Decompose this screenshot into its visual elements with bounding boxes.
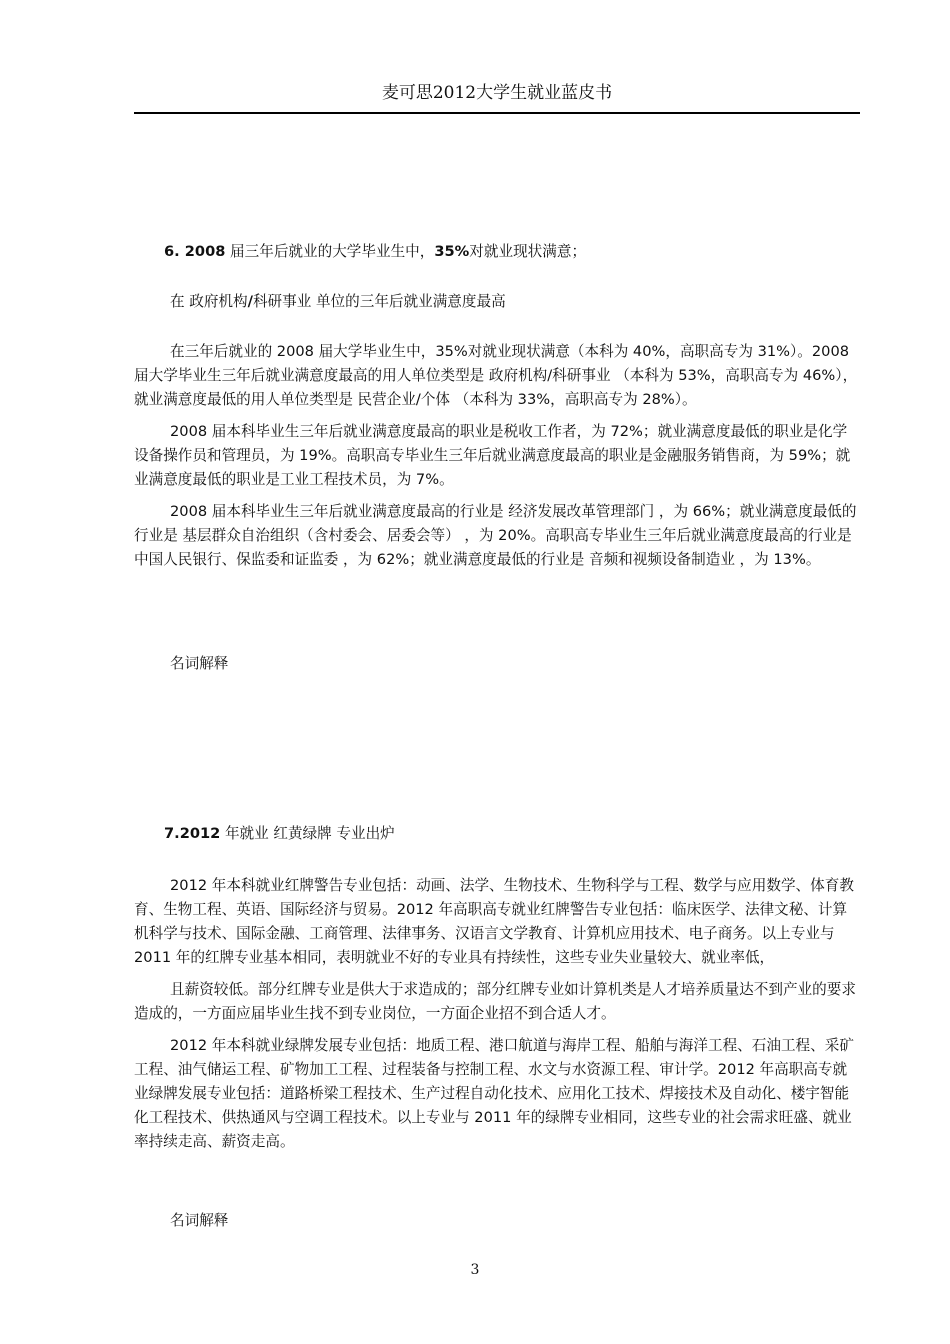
section-6-percent: 35%	[434, 243, 470, 260]
page-number: 3	[470, 1262, 480, 1278]
section-7-number: 7.2012	[164, 825, 221, 842]
term-heading: 名词解释	[170, 655, 229, 672]
paragraph: 2012 年本科就业绿牌发展专业包括：地质工程、港口航道与海岸工程、船舶与海洋工程、石油工程、采矿工程、油气储运工程、矿物加工工程、过程装备与控制工程、水文与水资源工程、审计学。2012 年高职高专就业绿牌发展专业包括：道路桥梁工程技术、生产过程自动化技术、应用化工技术、焊接技术及自动化、楼宇智能化工程技术、供热通风与空调工程技术。以上专业与 2011 年的绿牌专业相同，这些专业的社会需求旺盛、就业率持续走高、薪资走高。	[134, 1037, 854, 1150]
term-heading: 名词解释	[170, 1212, 229, 1229]
paragraph: 2008 届本科毕业生三年后就业满意度最高的职业是税收工作者，为 72%；就业满意度最低的职业是化学设备操作员和管理员，为 19%。高职高专毕业生三年后就业满意度最高的职业是金融服务销售商，为 59%；就业满意度最低的职业是工业工程技术员，为 7%。	[134, 423, 851, 488]
section-7-heading-text: 年就业 红黄绿牌 专业出炉	[220, 825, 395, 842]
paragraph: 2012 年本科就业红牌警告专业包括：动画、法学、生物技术、生物科学与工程、数学与应用数学、体育教育、生物工程、英语、国际经济与贸易。2012 年高职高专就业红牌警告专业包括：临床医学、法律文秘、计算机科学与技术、国际金融、工商管理、法律事务、汉语言文学教育、计算机应用技术、电子商务。以上专业与 2011 年的红牌专业基本相同，表明就业不好的专业具有持续性，这些专业失业量较大、就业率低，	[134, 877, 854, 966]
section-6-body	[134, 340, 860, 572]
subheading-part: 在 政府机构	[170, 293, 248, 310]
section-6-subheading	[170, 290, 860, 314]
section-6-number: 6. 2008	[164, 243, 226, 260]
page-header	[134, 78, 860, 114]
header-title: 麦可思2012大学生就业蓝皮书	[381, 83, 613, 103]
section-6-heading-text: 届三年后就业的大学毕业生中，	[225, 243, 435, 260]
paragraph: 在三年后就业的 2008 届大学毕业生中，35%对就业现状满意（本科为 40%，高职高专为 31%）。2008 届大学毕业生三年后就业满意度最高的用人单位类型是 政府机构/科研事业 （本科为 53%，高职高专为 46%），就业满意度最低的用人单位类型是 民营企业/个体 （本科为 33%，高职高专为 28%）。	[134, 343, 858, 408]
paragraph: 且薪资较低。部分红牌专业是供大于求造成的；部分红牌专业如计算机类是人才培养质量达不到产业的要求造成的，一方面应届毕业生找不到专业岗位，一方面企业招不到合适人才。	[134, 981, 856, 1022]
section-7-body	[134, 874, 860, 1154]
section-6-heading-end: 对就业现状满意；	[469, 243, 587, 260]
section-6-heading	[164, 240, 864, 264]
subheading-slash: /	[247, 293, 253, 310]
paragraph: 2008 届本科毕业生三年后就业满意度最高的行业是 经济发展改革管理部门 ，为 66%；就业满意度最低的行业是 基层群众自治组织（含村委会、居委会等） ，为 20%。高职高专毕业生三年后就业满意度最高的行业是 中国人民银行、保监委和证监委 ，为 62%；就业满意度最低的行业是 音频和视频设备制造业 ，为 13%。	[134, 503, 857, 568]
subheading-part: 科研事业 单位的三年后就业满意度最高	[252, 293, 506, 310]
section-7-heading	[164, 822, 864, 846]
